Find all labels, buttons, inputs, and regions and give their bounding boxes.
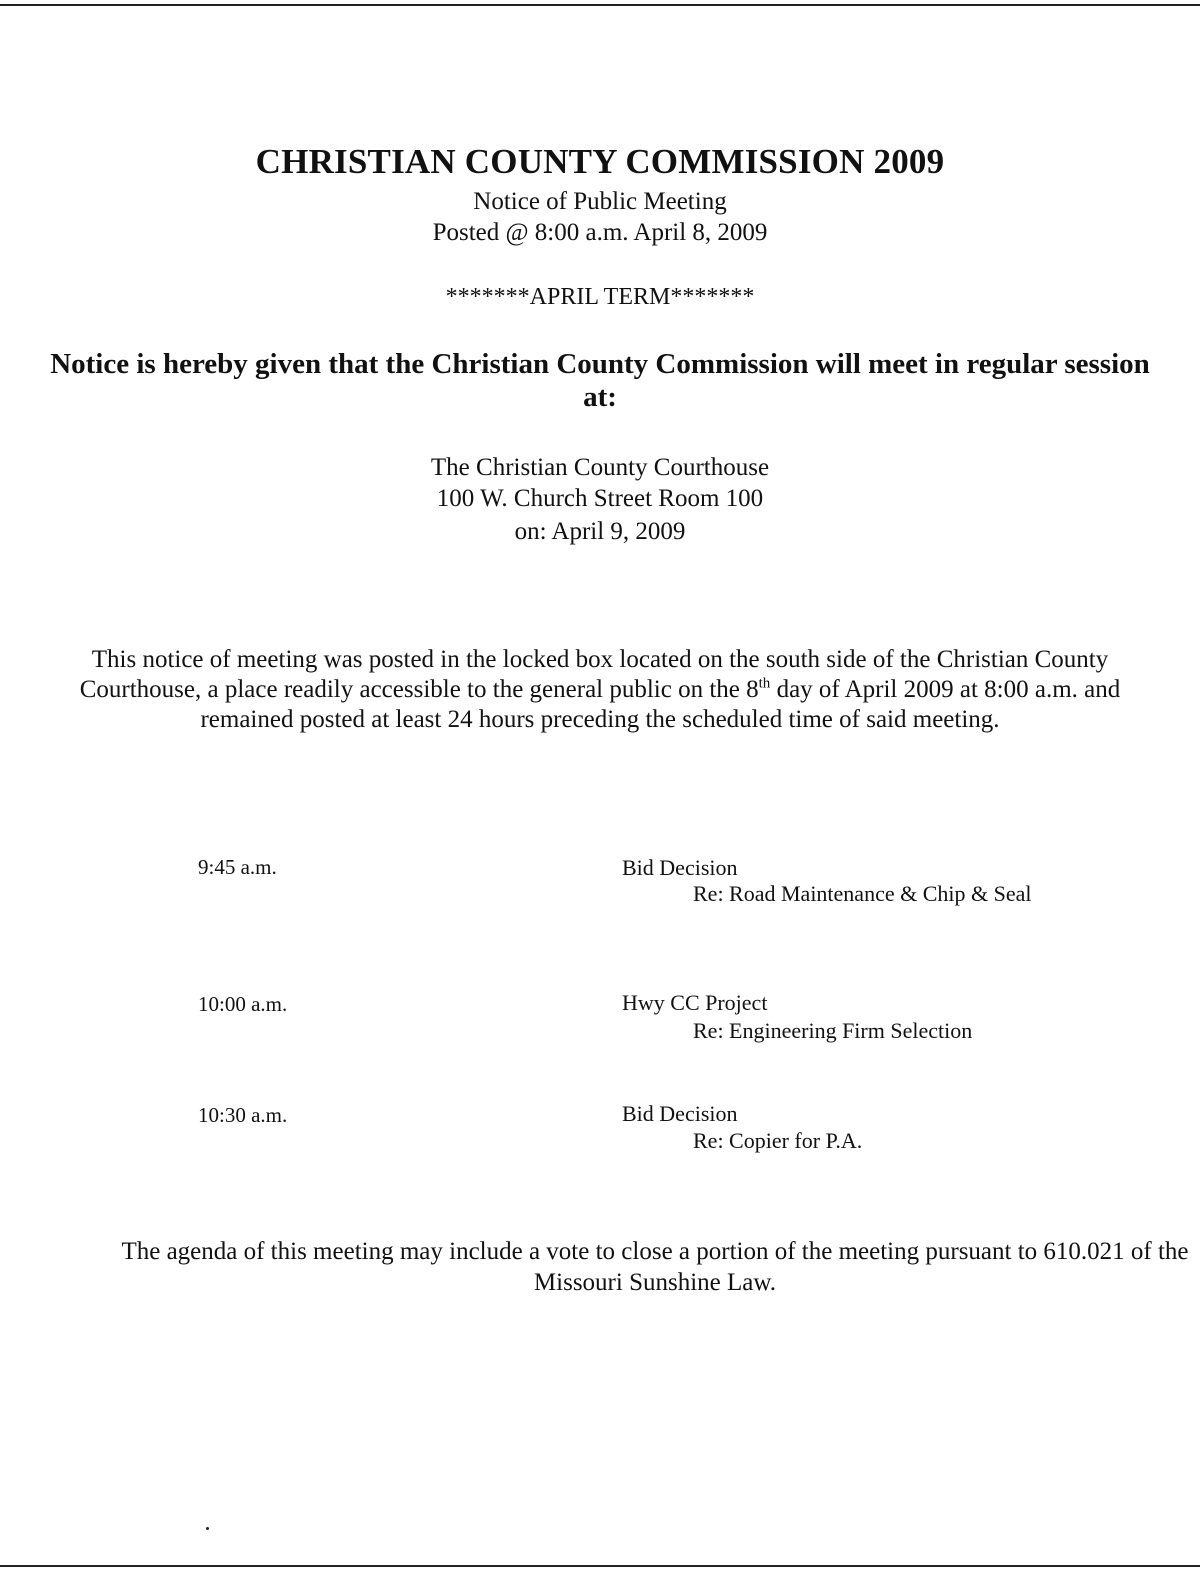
agenda-time: 9:45 a.m. bbox=[198, 855, 277, 879]
agenda-regarding: Re: Road Maintenance & Chip & Seal bbox=[693, 881, 1032, 906]
agenda-regarding: Re: Engineering Firm Selection bbox=[693, 1018, 973, 1043]
agenda-time: 10:30 a.m. bbox=[198, 1103, 288, 1127]
agenda-regarding: Re: Copier for P.A. bbox=[693, 1128, 863, 1153]
closing-statement: The agenda of this meeting may include a vote to close a portion of the meeting pursuant to 610.021 of the Missouri Sunshine Law. bbox=[121, 1238, 1189, 1296]
bottom-rule bbox=[0, 1565, 1200, 1567]
agenda-time: 10:00 a.m. bbox=[198, 992, 288, 1016]
meeting-notice: Notice is hereby given that the Christian County Commission will meet in regular session at: bbox=[50, 348, 1150, 413]
agenda-title: Bid Decision bbox=[622, 1101, 738, 1126]
location-building: The Christian County Courthouse bbox=[430, 454, 770, 481]
agenda-title: Bid Decision bbox=[622, 855, 738, 880]
ordinal-suffix: th bbox=[758, 675, 771, 692]
posted-timestamp: Posted @ 8:00 a.m. April 8, 2009 bbox=[432, 219, 768, 246]
posting-statement bbox=[40, 645, 1160, 735]
term-label: *******APRIL TERM******* bbox=[445, 284, 755, 310]
top-rule bbox=[0, 4, 1200, 6]
document-subtitle: Notice of Public Meeting bbox=[473, 188, 727, 215]
stray-mark bbox=[206, 1527, 209, 1530]
posting-statement-part1: This notice of meeting was posted in the locked box located on the south side of the Christian County Courthouse, a place readily accessible to the general public on the 8 bbox=[79, 646, 1109, 703]
agenda-title: Hwy CC Project bbox=[622, 990, 768, 1015]
posting-statement-part2: day of April 2009 at 8:00 a.m. and remained posted at least 24 hours preceding the scheduled time of said meeting. bbox=[200, 676, 1121, 733]
meeting-date: on: April 9, 2009 bbox=[514, 518, 686, 545]
document-title: CHRISTIAN COUNTY COMMISSION 2009 bbox=[255, 142, 945, 181]
location-address: 100 W. Church Street Room 100 bbox=[436, 485, 764, 512]
